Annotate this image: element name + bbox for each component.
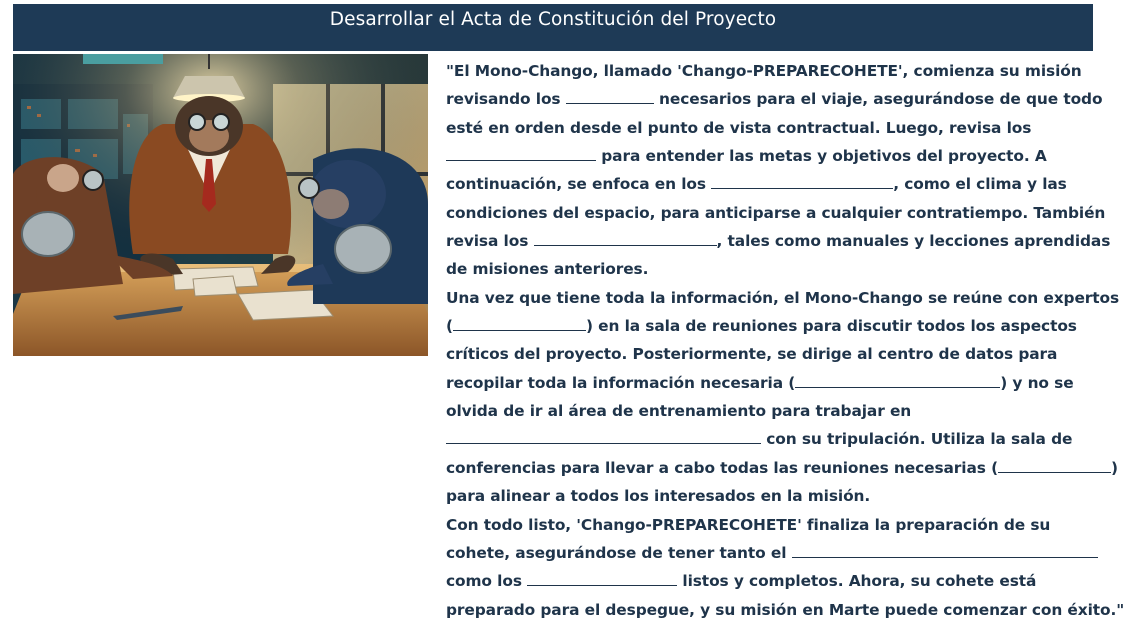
story-line bbox=[446, 482, 1096, 510]
answer-blank[interactable] bbox=[795, 372, 1000, 388]
story-line bbox=[446, 57, 1096, 85]
story-text: , tales como manuales y lecciones aprendidas bbox=[716, 232, 1111, 251]
story-text: ( bbox=[446, 317, 453, 336]
story-text: "El Mono-Chango, llamado 'Chango-PREPARECOHETE', comienza su misión bbox=[446, 62, 1082, 80]
story-line bbox=[446, 85, 1103, 113]
story-text: ) y no se bbox=[1000, 373, 1074, 392]
story-line bbox=[446, 114, 1096, 142]
answer-blank[interactable] bbox=[711, 173, 893, 189]
monkeys-meeting-illustration bbox=[13, 54, 428, 356]
story-text: , como el clima y las bbox=[893, 175, 1067, 194]
page-title-banner bbox=[13, 4, 1093, 51]
story-text: Una vez que tiene toda la información, el Mono-Chango se reúne con expertos bbox=[446, 288, 1120, 307]
story-line bbox=[446, 539, 1096, 567]
story-text: ) bbox=[1111, 458, 1118, 477]
story-line bbox=[446, 369, 1096, 397]
story-text: para alinear a todos los interesados en la misión. bbox=[446, 487, 871, 506]
story-line bbox=[446, 170, 1096, 198]
answer-blank[interactable] bbox=[446, 428, 761, 444]
story-text: preparado para el despegue, y su misión en Marte puede comenzar con éxito." bbox=[446, 600, 1124, 619]
story-line bbox=[446, 454, 1118, 482]
story-text: necesarios para el viaje, asegurándose de que todo bbox=[653, 90, 1103, 109]
story-text: de misiones anteriores. bbox=[446, 260, 649, 279]
story-text: continuación, se enfoca en los bbox=[446, 175, 712, 194]
story-text: revisa los bbox=[446, 232, 534, 251]
answer-blank[interactable] bbox=[998, 457, 1111, 473]
story-text: olvida de ir al área de entrenamiento para trabajar en bbox=[446, 402, 912, 421]
story-text: condiciones del espacio, para anticiparse a cualquier contratiempo. También bbox=[446, 203, 1106, 222]
answer-blank[interactable] bbox=[566, 88, 654, 104]
story-line bbox=[446, 312, 1096, 340]
story-text: Con todo listo, 'Chango-PREPARECOHETE' finaliza la preparación de su bbox=[446, 515, 1051, 534]
story-text: como los bbox=[446, 572, 528, 591]
story-line bbox=[446, 397, 1096, 425]
story-line bbox=[446, 142, 1096, 170]
story-line bbox=[446, 227, 1111, 255]
story-text: revisando los bbox=[446, 90, 566, 109]
page-title: Desarrollar el Acta de Constitución del Proyecto bbox=[329, 9, 777, 30]
story-line bbox=[446, 425, 1096, 453]
story-line bbox=[446, 511, 1096, 539]
story-line bbox=[446, 284, 1120, 312]
answer-blank[interactable] bbox=[527, 570, 677, 586]
story-line bbox=[446, 567, 1096, 595]
story-text: cohete, asegurándose de tener tanto el bbox=[446, 543, 792, 562]
story-line bbox=[446, 340, 1096, 368]
story-text: listos y completos. Ahora, su cohete está bbox=[677, 572, 1037, 591]
answer-blank[interactable] bbox=[534, 230, 717, 246]
fill-in-the-blank-story bbox=[446, 57, 1124, 624]
story-line bbox=[446, 255, 1096, 283]
story-line bbox=[446, 199, 1106, 227]
story-text: recopilar toda la información necesaria ( bbox=[446, 373, 796, 392]
illustration-svg bbox=[13, 54, 428, 356]
story-text: críticos del proyecto. Posteriormente, se dirige al centro de datos para bbox=[446, 345, 1058, 364]
story-text: esté en orden desde el punto de vista contractual. Luego, revisa los bbox=[446, 118, 1032, 137]
story-line bbox=[446, 596, 1124, 624]
answer-blank[interactable] bbox=[453, 315, 586, 331]
answer-blank[interactable] bbox=[792, 542, 1098, 558]
answer-blank[interactable] bbox=[446, 145, 596, 161]
story-text: ) en la sala de reuniones para discutir todos los aspectos bbox=[585, 317, 1077, 336]
story-text: para entender las metas y objetivos del proyecto. A bbox=[596, 147, 1047, 166]
story-text: conferencias para llevar a cabo todas las reuniones necesarias ( bbox=[446, 458, 999, 477]
story-text: con su tripulación. Utiliza la sala de bbox=[761, 430, 1073, 449]
